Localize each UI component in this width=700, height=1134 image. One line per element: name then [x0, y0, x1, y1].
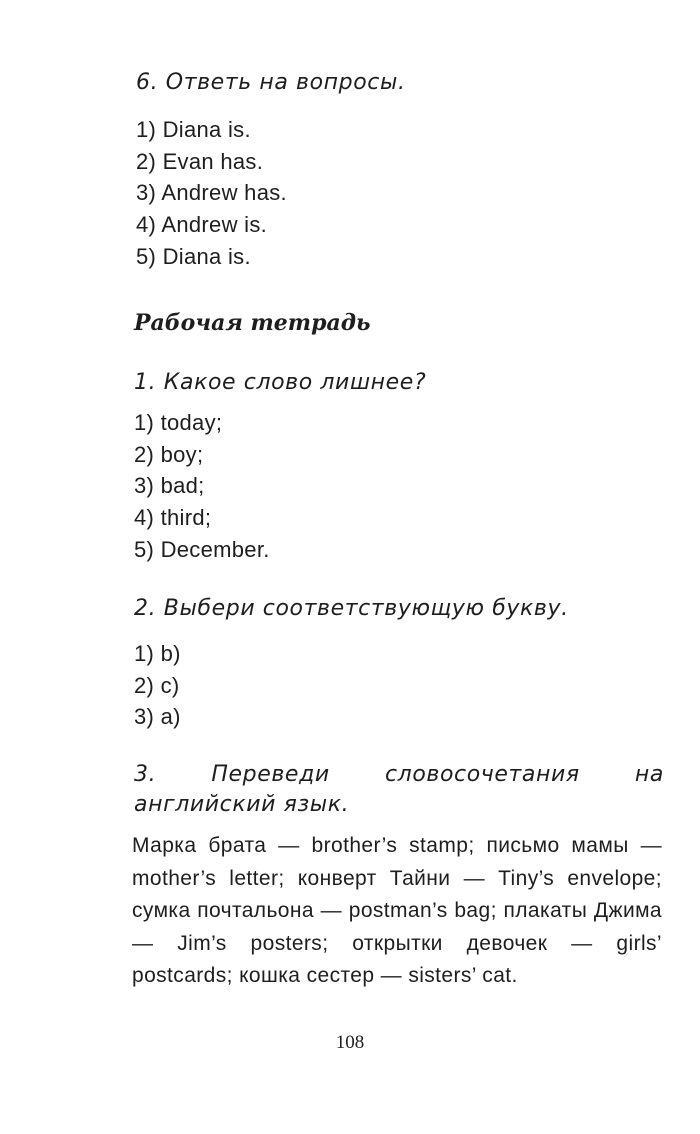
list-item: 4) third;: [134, 505, 212, 531]
workbook-task-3-answer-text: Марка брата — brother’s stamp; письмо мамы — mother’s letter; конверт Тайни — Tiny’s envelope; сумка почтальона — postman’s bag; плакаты Джима — Jim’s posters; открытки девочек — girls’ postcards; кошка сестер — sisters’ cat.: [132, 834, 662, 987]
workbook-task-2-answers: [134, 638, 181, 733]
list-item: 2) boy;: [134, 441, 204, 467]
list-item: 1) Diana is.: [136, 117, 251, 142]
workbook-task-2-heading: 2. Выбери соответствующую букву.: [134, 596, 569, 621]
task-6-answers: [136, 114, 287, 273]
workbook-task-3-heading: 3. Переведи словосочетания на английский язык.: [134, 762, 664, 817]
list-item: 3) a): [134, 704, 181, 730]
list-item: 2) c): [134, 672, 180, 698]
task-6-heading: 6. Ответь на вопросы.: [136, 70, 406, 95]
list-item: 4) Andrew is.: [136, 212, 268, 238]
list-item: 3) bad;: [134, 473, 205, 499]
list-item: 5) December.: [134, 536, 270, 562]
page-number: 108: [335, 1032, 365, 1053]
workbook-title: Рабочая тетрадь: [134, 310, 371, 336]
list-item: 5) Diana is.: [136, 243, 251, 269]
list-item: 1) b): [134, 641, 181, 666]
workbook-task-1-answers: [134, 407, 270, 566]
list-item: 2) Evan has.: [136, 148, 264, 174]
list-item: 3) Andrew has.: [136, 180, 287, 206]
workbook-task-1-heading: 1. Какое слово лишнее?: [134, 370, 427, 395]
list-item: 1) today;: [134, 410, 223, 435]
